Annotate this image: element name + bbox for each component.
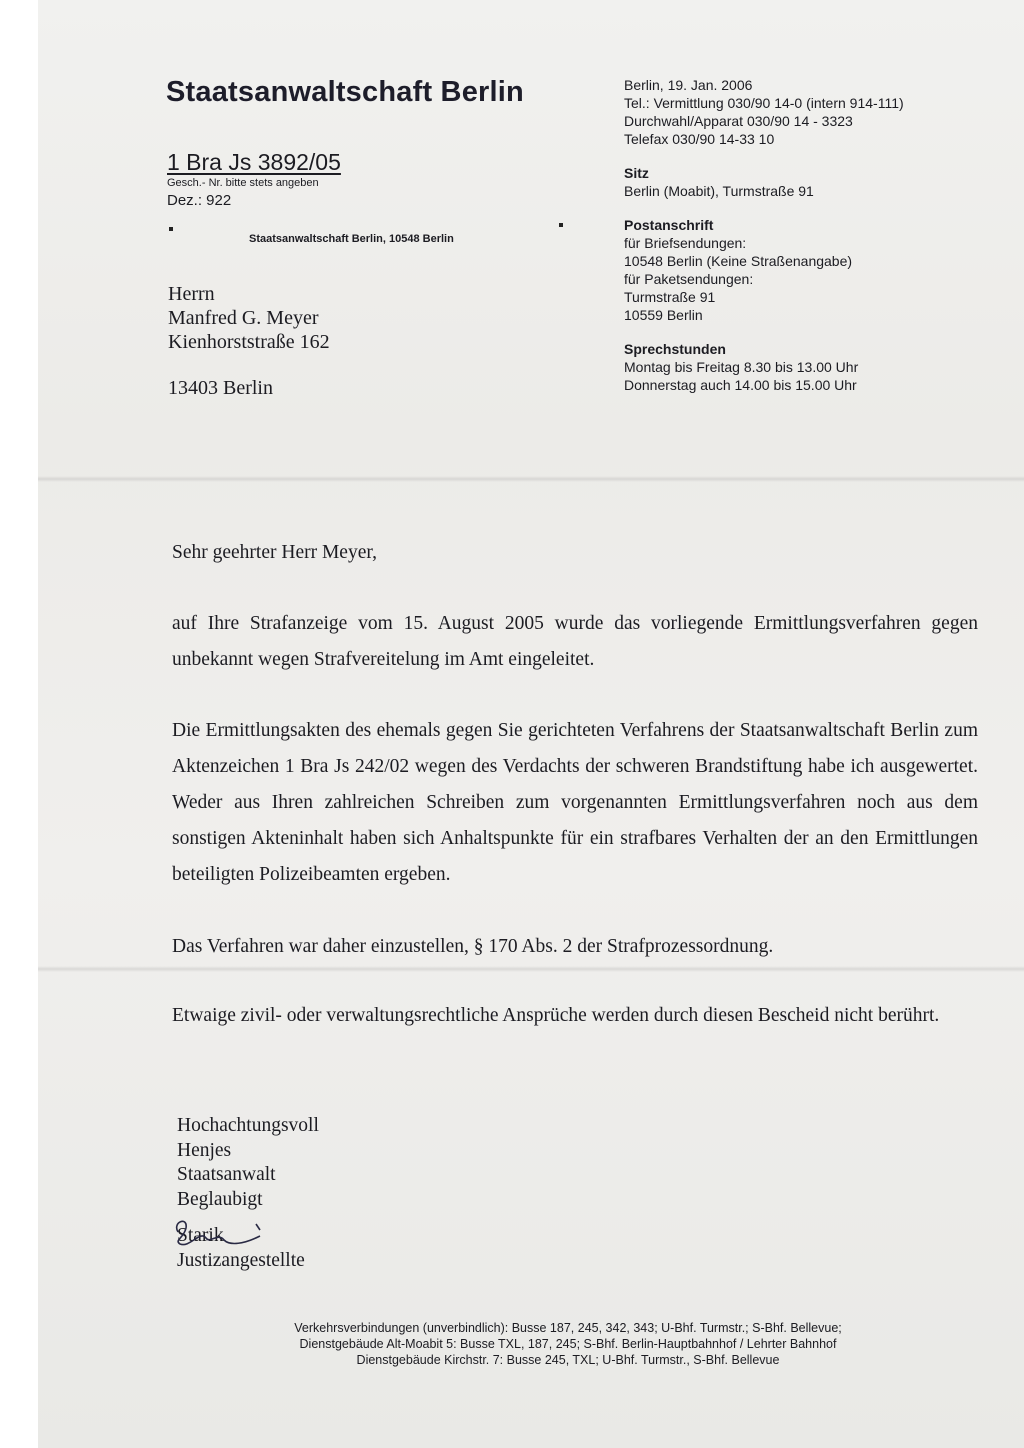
- signer-title: Staatsanwalt: [177, 1164, 276, 1185]
- recipient-street: Kienhorststraße 162: [168, 331, 330, 353]
- seat: Berlin (Moabit), Turmstraße 91: [624, 183, 814, 199]
- footer-line: Dienstgebäude Alt-Moabit 5: Busse TXL, 187, 245; S-Bhf. Berlin-Hauptbahnhof / Lehrter Bahnhof: [299, 1337, 837, 1351]
- phone: Tel.: Vermittlung 030/90 14-0 (intern 914-111): [624, 95, 904, 111]
- signer-name: Henjes: [177, 1139, 232, 1161]
- recipient-address: [168, 282, 330, 354]
- file-number-note: Gesch.- Nr. bitte stets angeben: [167, 177, 319, 189]
- direct-phone: Durchwahl/Apparat 030/90 14 - 3323: [624, 113, 853, 129]
- fax: Telefax 030/90 14-33 10: [624, 131, 775, 147]
- hours-heading: Sprechstunden: [624, 341, 726, 357]
- postal-parcels-label: für Paketsendungen:: [624, 271, 754, 287]
- handwritten-signature: [170, 1210, 270, 1260]
- regards: Hochachtungsvoll: [177, 1115, 319, 1136]
- greeting: Sehr geehrter Herr Meyer,: [172, 542, 377, 563]
- paragraph: Das Verfahren war daher einzustellen, § 170 Abs. 2 der Strafprozessordnung.: [172, 936, 774, 957]
- authority-name: Staatsanwaltschaft Berlin: [166, 76, 524, 108]
- paper-fold: [38, 476, 1024, 482]
- recipient-salutation: Herrn: [168, 283, 215, 305]
- clerk-title: Justizangestellte: [177, 1249, 305, 1271]
- postal-letters-label: für Briefsendungen:: [624, 235, 747, 251]
- fold-mark: [559, 223, 563, 227]
- hours-weekdays: Montag bis Freitag 8.30 bis 13.00 Uhr: [624, 359, 859, 375]
- return-address: Staatsanwaltschaft Berlin, 10548 Berlin: [249, 233, 454, 245]
- certified-note: Beglaubigt: [177, 1188, 263, 1210]
- footer-line: Verkehrsverbindungen (unverbindlich): Busse 187, 245, 342, 343; U-Bhf. Turmstr.; S-Bhf. Bellevue;: [294, 1321, 842, 1335]
- recipient-city: 13403 Berlin: [168, 377, 273, 399]
- paragraph: Etwaige zivil- oder verwaltungsrechtliche Ansprüche werden durch diesen Bescheid nicht berührt.: [172, 1005, 940, 1026]
- postal-letters: 10548 Berlin (Keine Straßenangabe): [624, 253, 853, 269]
- seat-heading: Sitz: [624, 165, 649, 181]
- clerk-name: Starik: [177, 1225, 224, 1246]
- postal-parcels-street: Turmstraße 91: [624, 289, 716, 305]
- recipient-name: Manfred G. Meyer: [168, 307, 319, 329]
- contact-info: [624, 76, 904, 403]
- footer-line: Dienstgebäude Kirchstr. 7: Busse 245, TXL; U-Bhf. Turmstr., S-Bhf. Bellevue: [356, 1353, 780, 1367]
- scan-margin: [0, 0, 38, 1448]
- department: Dez.: 922: [167, 192, 232, 209]
- paper-fold: [38, 966, 1024, 972]
- paragraph: Die Ermittlungsakten des ehemals gegen Sie gerichteten Verfahrens der Staatsanwaltschaft Berlin zum Aktenzeichen 1 Bra Js 242/02 wegen des Verdachts der schweren Brandstiftung habe ich ausgewertet. Weder aus Ihren zahlreichen Schreiben zum vorgenannten Ermittlungsverfahren noch aus dem sonstigen Akteninhalt haben sich Anhaltspunkte für ein strafbares Verhalten der an den Ermittlungen beteiligten Polizeibeamten ergeben.: [172, 720, 978, 885]
- letter-date: Berlin, 19. Jan. 2006: [624, 77, 753, 93]
- fold-mark: [169, 227, 173, 231]
- transport-footer: [238, 1320, 898, 1368]
- postal-heading: Postanschrift: [624, 217, 714, 233]
- file-number: 1 Bra Js 3892/05: [167, 149, 341, 175]
- paragraph: auf Ihre Strafanzeige vom 15. August 2005 wurde das vorliegende Ermittlungsverfahren gegen unbekannt wegen Strafvereitelung im Amt eingeleitet.: [172, 613, 978, 670]
- postal-parcels-city: 10559 Berlin: [624, 307, 703, 323]
- hours-thursday: Donnerstag auch 14.00 bis 15.00 Uhr: [624, 377, 857, 393]
